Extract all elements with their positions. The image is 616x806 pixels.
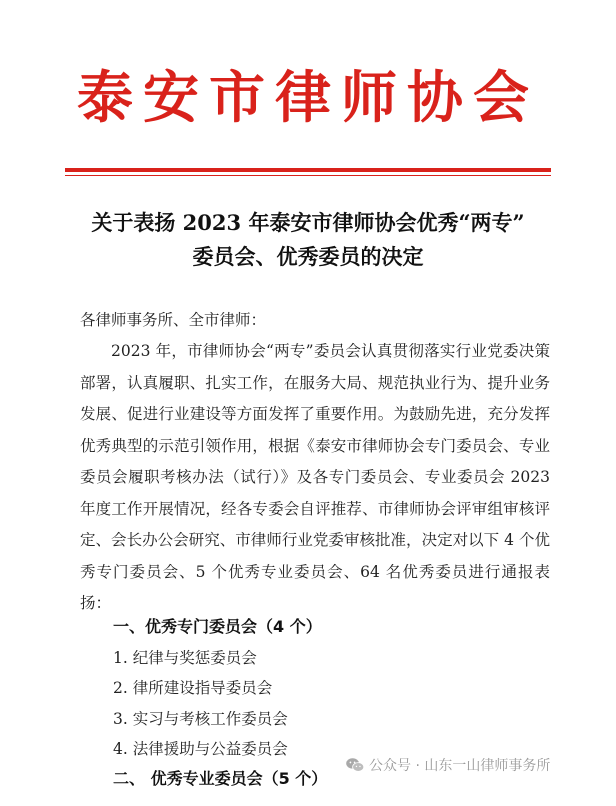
document-title-line-1: 关于表扬 2023 年泰安市律师协会优秀“两专” — [91, 210, 525, 235]
main-paragraph: 2023 年，市律师协会“两专”委员会认真贯彻落实行业党委决策部署，认真履职、扎实工作，在服务大局、规范执业行为、提升业务发展、促进行业建设等方面发挥了重要作用。为鼓励先进，充分发挥优秀典型的示范引领作用，根据《泰安市律师协会专门委员会、专业委员会履职考核办法（试行）》及各专门委员会、专业委员会 2023 年度工作开展情况，经各专委会自评推荐、市律师协会评审组审核评定、会长办公会研究、市律师行业党委审核批准，决定对以下 4 个优秀专门委员会、5 个优秀专业委员会、64 名优秀委员进行通报表扬： — [80, 342, 550, 612]
salutation: 各律师事务所、全市律师： — [80, 311, 267, 329]
red-rule-thin — [65, 175, 551, 176]
masthead-title: 泰安市律师协会 — [77, 65, 539, 131]
red-rule-thick — [65, 168, 551, 172]
document-title-line-2: 委员会、优秀委员的决定 — [192, 244, 424, 269]
section-2-heading: 二、 优秀专业委员会（5 个） — [113, 769, 328, 788]
list-item: 4. 法律援助与公益委员会 — [113, 740, 288, 758]
list-item: 2. 律所建设指导委员会 — [113, 679, 273, 697]
watermark — [345, 754, 550, 776]
section-1-heading: 一、优秀专门委员会（4 个） — [113, 617, 322, 636]
document-title — [50, 206, 566, 274]
document-body — [80, 304, 550, 620]
masthead-red-rule — [65, 168, 551, 176]
wechat-icon — [345, 757, 365, 773]
list-item: 3. 实习与考核工作委员会 — [113, 710, 288, 728]
watermark-text: 公众号 · 山东一山律师事务所 — [369, 758, 551, 774]
list-item: 1. 纪律与奖惩委员会 — [113, 649, 257, 667]
